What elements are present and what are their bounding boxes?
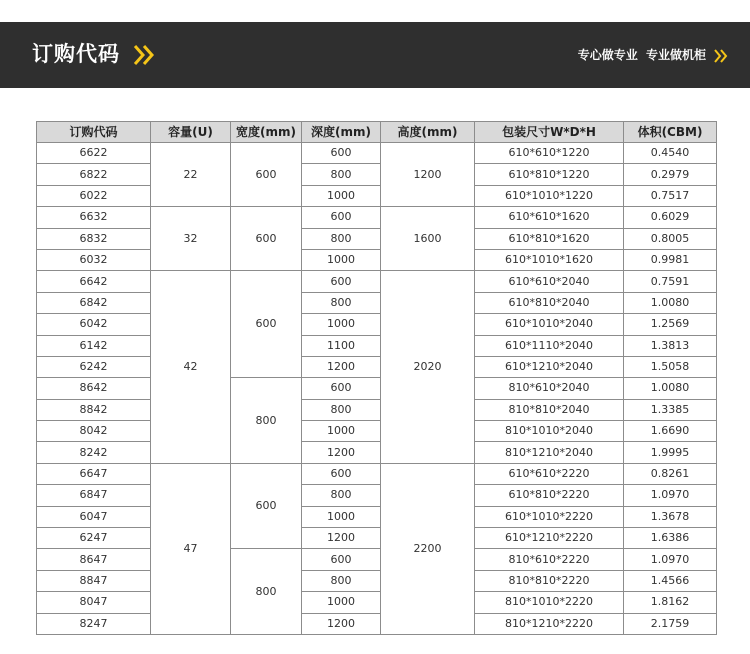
capacity-cell: 47 (151, 463, 231, 634)
order-code-cell: 6622 (37, 143, 151, 164)
header-banner (0, 22, 750, 88)
order-code-cell: 8247 (37, 613, 151, 634)
volume-cell: 0.7591 (624, 271, 717, 292)
volume-cell: 1.6690 (624, 421, 717, 442)
banner-title: 订购代码 (32, 42, 120, 66)
package-size-cell: 610*1010*1620 (475, 249, 624, 270)
table-row (37, 592, 717, 613)
table-row (37, 463, 717, 484)
table-row (37, 356, 717, 377)
volume-cell: 1.3678 (624, 506, 717, 527)
package-size-cell: 610*1010*2040 (475, 314, 624, 335)
depth-cell: 800 (302, 164, 381, 185)
order-code-cell: 6042 (37, 314, 151, 335)
package-size-cell: 810*610*2220 (475, 549, 624, 570)
table-row (37, 207, 717, 228)
package-size-cell: 810*1010*2040 (475, 421, 624, 442)
table-row (37, 335, 717, 356)
package-size-cell: 610*1210*2040 (475, 356, 624, 377)
top-strip (0, 0, 750, 22)
volume-cell: 0.8005 (624, 228, 717, 249)
double-chevron-right-icon (133, 44, 157, 66)
depth-cell: 1200 (302, 528, 381, 549)
capacity-cell: 32 (151, 207, 231, 271)
package-size-cell: 610*1110*2040 (475, 335, 624, 356)
volume-cell: 1.2569 (624, 314, 717, 335)
order-code-cell: 6142 (37, 335, 151, 356)
package-size-cell: 610*610*2040 (475, 271, 624, 292)
order-code-cell: 8242 (37, 442, 151, 463)
width-cell: 600 (231, 207, 302, 271)
table-row (37, 485, 717, 506)
order-code-cell: 8047 (37, 592, 151, 613)
volume-cell: 1.0080 (624, 292, 717, 313)
volume-cell: 1.0970 (624, 549, 717, 570)
order-code-cell: 6022 (37, 185, 151, 206)
volume-cell: 0.4540 (624, 143, 717, 164)
order-code-cell: 6842 (37, 292, 151, 313)
width-cell: 600 (231, 463, 302, 549)
table-body (37, 143, 717, 635)
package-size-cell: 610*810*2040 (475, 292, 624, 313)
volume-cell: 0.2979 (624, 164, 717, 185)
header-width: 宽度(mm) (231, 122, 302, 143)
depth-cell: 800 (302, 570, 381, 591)
order-code-cell: 6822 (37, 164, 151, 185)
package-size-cell: 610*810*1220 (475, 164, 624, 185)
order-code-cell: 6847 (37, 485, 151, 506)
depth-cell: 1000 (302, 314, 381, 335)
depth-cell: 600 (302, 143, 381, 164)
table-row (37, 143, 717, 164)
table-row (37, 549, 717, 570)
package-size-cell: 610*1210*2220 (475, 528, 624, 549)
depth-cell: 1000 (302, 249, 381, 270)
header-package-size: 包装尺寸W*D*H (475, 122, 624, 143)
order-code-cell: 8642 (37, 378, 151, 399)
volume-cell: 1.9995 (624, 442, 717, 463)
width-cell: 800 (231, 549, 302, 635)
package-size-cell: 610*810*1620 (475, 228, 624, 249)
table-row (37, 271, 717, 292)
order-code-cell: 8842 (37, 399, 151, 420)
depth-cell: 800 (302, 485, 381, 506)
order-code-cell: 6242 (37, 356, 151, 377)
depth-cell: 1000 (302, 592, 381, 613)
order-code-cell: 6832 (37, 228, 151, 249)
table-header-row (37, 122, 717, 143)
volume-cell: 0.9981 (624, 249, 717, 270)
package-size-cell: 810*610*2040 (475, 378, 624, 399)
header-depth: 深度(mm) (302, 122, 381, 143)
order-code-cell: 8042 (37, 421, 151, 442)
volume-cell: 0.6029 (624, 207, 717, 228)
depth-cell: 1100 (302, 335, 381, 356)
height-cell: 1200 (381, 143, 475, 207)
depth-cell: 800 (302, 292, 381, 313)
width-cell: 800 (231, 378, 302, 464)
header-volume: 体积(CBM) (624, 122, 717, 143)
depth-cell: 1200 (302, 442, 381, 463)
header-order-code: 订购代码 (37, 122, 151, 143)
table-row (37, 528, 717, 549)
depth-cell: 600 (302, 463, 381, 484)
order-code-cell: 6047 (37, 506, 151, 527)
order-code-cell: 6247 (37, 528, 151, 549)
header-height: 高度(mm) (381, 122, 475, 143)
volume-cell: 1.3813 (624, 335, 717, 356)
volume-cell: 1.6386 (624, 528, 717, 549)
width-cell: 600 (231, 143, 302, 207)
volume-cell: 1.4566 (624, 570, 717, 591)
package-size-cell: 810*810*2220 (475, 570, 624, 591)
table-row (37, 570, 717, 591)
package-size-cell: 610*1010*2220 (475, 506, 624, 527)
volume-cell: 0.7517 (624, 185, 717, 206)
order-code-cell: 8647 (37, 549, 151, 570)
table-row (37, 613, 717, 634)
capacity-cell: 22 (151, 143, 231, 207)
header-capacity: 容量(U) (151, 122, 231, 143)
volume-cell: 1.5058 (624, 356, 717, 377)
depth-cell: 1000 (302, 185, 381, 206)
package-size-cell: 610*610*1620 (475, 207, 624, 228)
depth-cell: 1000 (302, 421, 381, 442)
order-code-cell: 6632 (37, 207, 151, 228)
volume-cell: 1.0970 (624, 485, 717, 506)
volume-cell: 2.1759 (624, 613, 717, 634)
table-row (37, 421, 717, 442)
volume-cell: 1.8162 (624, 592, 717, 613)
package-size-cell: 610*1010*1220 (475, 185, 624, 206)
order-code-cell: 6647 (37, 463, 151, 484)
double-chevron-right-small-icon (713, 49, 731, 63)
table-row (37, 292, 717, 313)
ordering-code-table (36, 121, 717, 635)
depth-cell: 1200 (302, 356, 381, 377)
depth-cell: 1000 (302, 506, 381, 527)
slogan-part-2: 专业做机柜 (645, 48, 706, 62)
table-row (37, 378, 717, 399)
height-cell: 2200 (381, 463, 475, 634)
order-code-cell: 6032 (37, 249, 151, 270)
table-row (37, 228, 717, 249)
package-size-cell: 810*1210*2040 (475, 442, 624, 463)
height-cell: 2020 (381, 271, 475, 464)
table-row (37, 249, 717, 270)
depth-cell: 800 (302, 399, 381, 420)
table-row (37, 442, 717, 463)
package-size-cell: 610*610*2220 (475, 463, 624, 484)
depth-cell: 600 (302, 207, 381, 228)
slogan-part-1: 专心做专业 (577, 48, 638, 62)
volume-cell: 1.3385 (624, 399, 717, 420)
depth-cell: 1200 (302, 613, 381, 634)
width-cell: 600 (231, 271, 302, 378)
package-size-cell: 610*810*2220 (475, 485, 624, 506)
depth-cell: 600 (302, 378, 381, 399)
table-row (37, 164, 717, 185)
depth-cell: 600 (302, 549, 381, 570)
order-code-cell: 8847 (37, 570, 151, 591)
table-row (37, 185, 717, 206)
height-cell: 1600 (381, 207, 475, 271)
package-size-cell: 810*1210*2220 (475, 613, 624, 634)
volume-cell: 1.0080 (624, 378, 717, 399)
table-row (37, 506, 717, 527)
table-row (37, 399, 717, 420)
package-size-cell: 610*610*1220 (475, 143, 624, 164)
banner-slogan (578, 46, 706, 64)
depth-cell: 800 (302, 228, 381, 249)
table-row (37, 314, 717, 335)
order-code-cell: 6642 (37, 271, 151, 292)
volume-cell: 0.8261 (624, 463, 717, 484)
package-size-cell: 810*810*2040 (475, 399, 624, 420)
depth-cell: 600 (302, 271, 381, 292)
capacity-cell: 42 (151, 271, 231, 464)
package-size-cell: 810*1010*2220 (475, 592, 624, 613)
